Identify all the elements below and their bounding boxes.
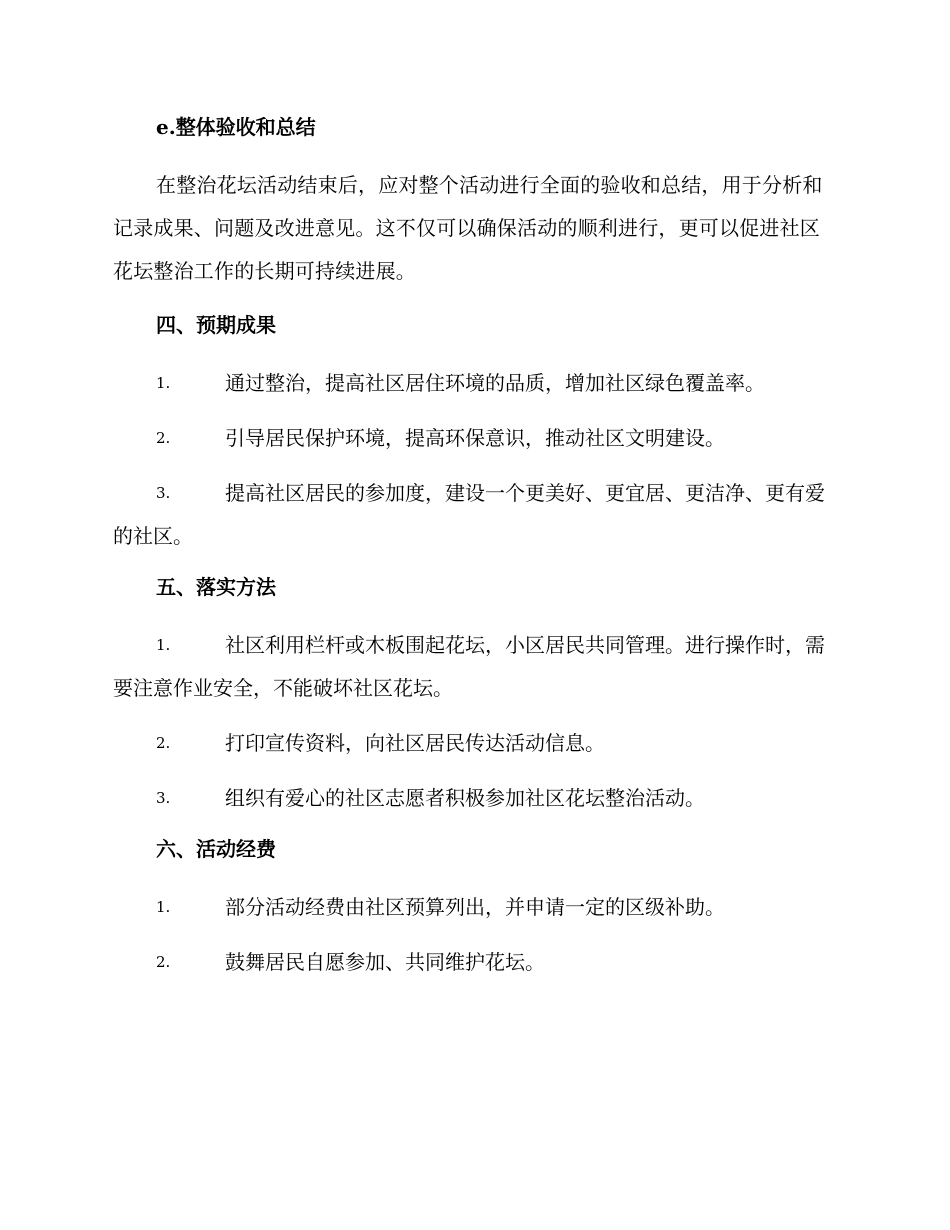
list-text: 社区利用栏杆或木板围起花坛，小区居民共同管理。进行操作时，需要注意作业安全，不能破坏社区花坛。 [113, 633, 825, 700]
list-text: 通过整治，提高社区居住环境的品质，增加社区绿色覆盖率。 [225, 371, 765, 395]
list-item [113, 417, 835, 460]
document-body [113, 110, 835, 996]
list-number: 2. [156, 734, 171, 752]
list-item [113, 886, 835, 929]
list-item [113, 777, 835, 820]
section-paragraph-e: 在整治花坛活动结束后，应对整个活动进行全面的验收和总结，用于分析和记录成果、问题及改进意见。这不仅可以确保活动的顺利进行，更可以促进社区花坛整治工作的长期可持续进展。 [113, 173, 823, 283]
list-number: 3. [156, 789, 171, 807]
list-number: 2. [156, 429, 171, 447]
list-number: 1. [156, 374, 171, 392]
list-text: 部分活动经费由社区预算列出，并申请一定的区级补助。 [225, 895, 725, 919]
list-number: 1. [156, 636, 171, 654]
section-heading-funding: 六、活动经费 [156, 837, 276, 861]
list-text: 提高社区居民的参加度，建设一个更美好、更宜居、更洁净、更有爱的社区。 [113, 481, 825, 548]
section-heading-expected-results: 四、预期成果 [156, 313, 276, 337]
list-number: 3. [156, 484, 171, 502]
list-item [113, 624, 835, 710]
list-text: 打印宣传资料，向社区居民传达活动信息。 [225, 731, 605, 755]
list-item [113, 722, 835, 765]
list-item [113, 472, 835, 558]
list-item [113, 941, 835, 984]
list-text: 引导居民保护环境，提高环保意识，推动社区文明建设。 [225, 426, 725, 450]
list-text: 组织有爱心的社区志愿者积极参加社区花坛整治活动。 [225, 786, 705, 810]
list-item [113, 362, 835, 405]
section-heading-implementation: 五、落实方法 [156, 575, 276, 599]
section-heading-e: e.整体验收和总结 [156, 115, 316, 139]
list-number: 2. [156, 953, 171, 971]
list-text: 鼓舞居民自愿参加、共同维护花坛。 [225, 950, 545, 974]
list-number: 1. [156, 898, 171, 916]
